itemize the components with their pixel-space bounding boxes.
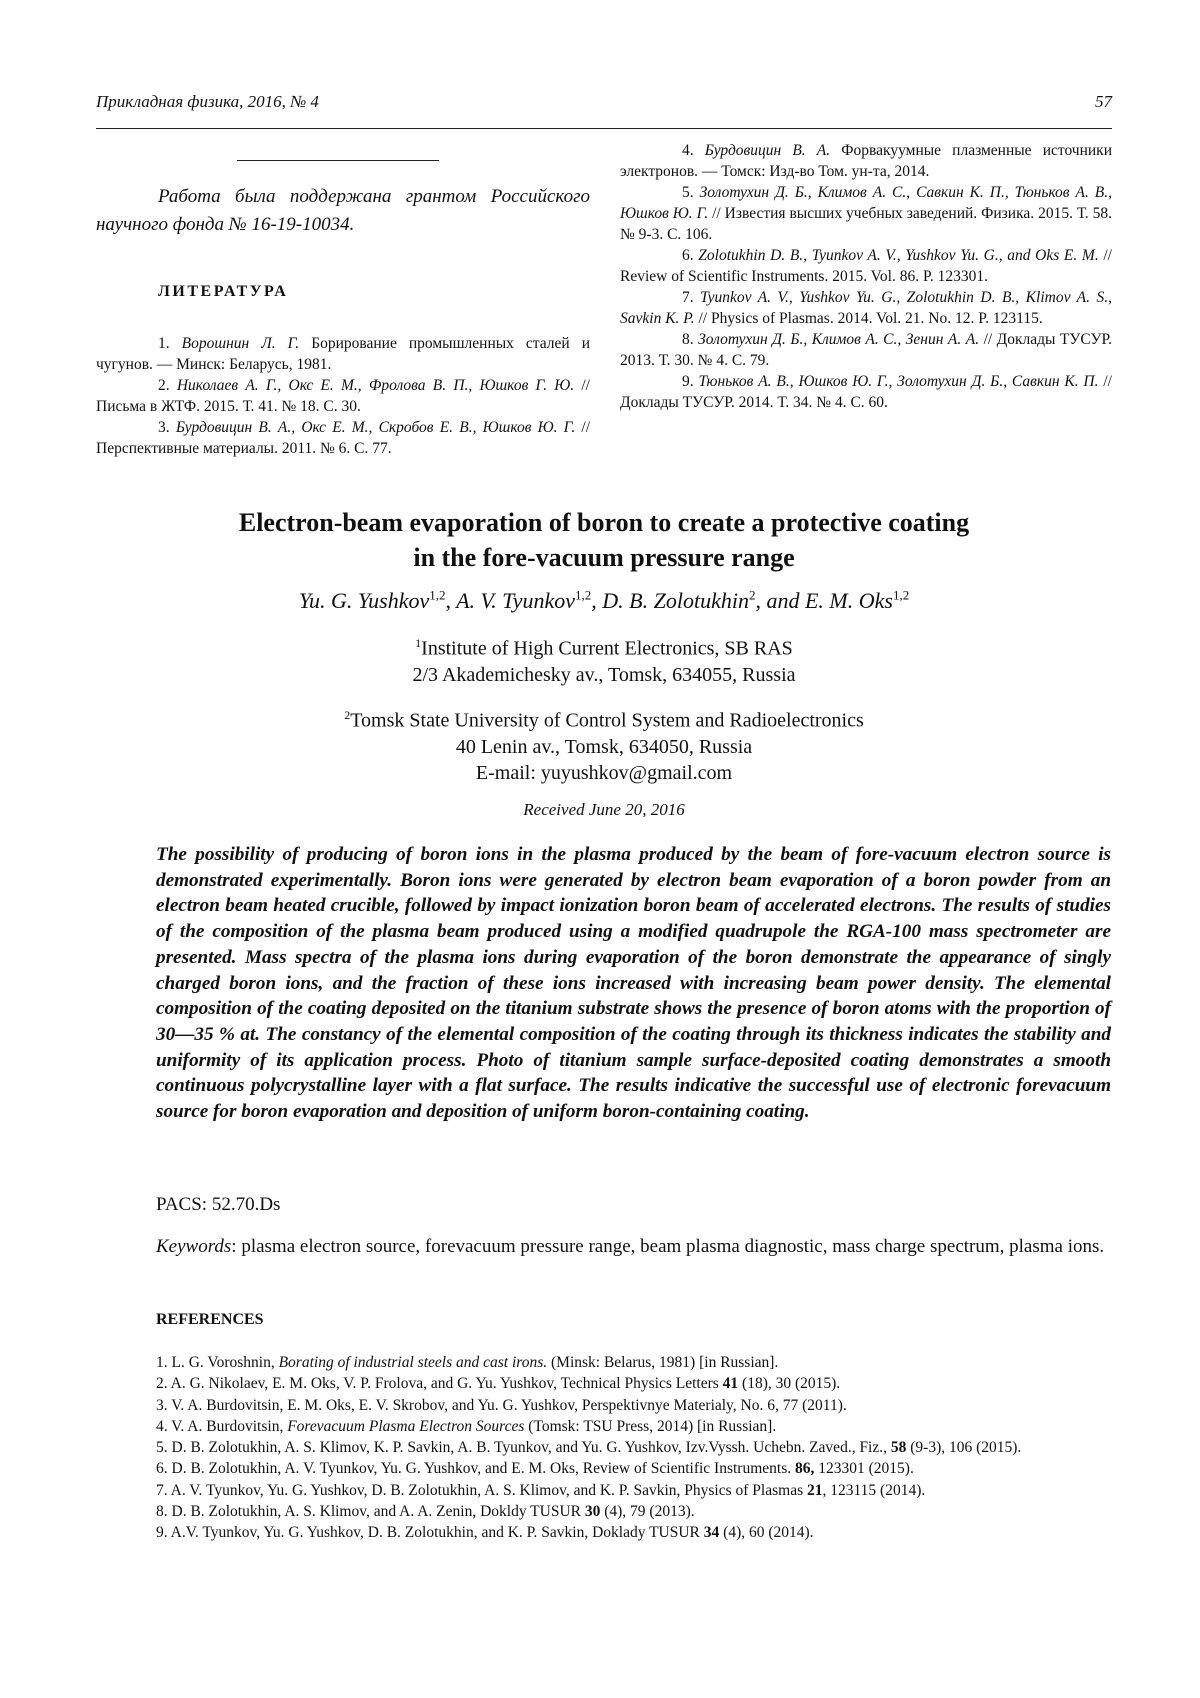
right-column xyxy=(620,140,1112,413)
reference-item: 7. Tyunkov A. V., Yushkov Yu. G., Zolotukhin D. B., Klimov A. S., Savkin K. P. // Physics of Plasmas. 2014. Vol. 21. No. 12. P. 123115. xyxy=(620,289,1112,327)
reference-item: 9. A.V. Tyunkov, Yu. G. Yushkov, D. B. Zolotukhin, and K. P. Savkin, Doklady TUSUR 34 (4), 60 (2014). xyxy=(156,1524,814,1542)
reference-item: 5. D. B. Zolotukhin, A. S. Klimov, K. P. Savkin, A. B. Tyunkov, and Yu. G. Yushkov, Izv.Vyssh. Uchebn. Zaved., Fiz., 58 (9-3), 106 (2015). xyxy=(156,1439,1022,1457)
reference-item: 2. A. G. Nikolaev, E. M. Oks, V. P. Frolova, and G. Yu. Yushkov, Technical Physics Letters 41 (18), 30 (2015). xyxy=(156,1375,841,1393)
reference-item: 4. Бурдовицин В. А. Форвакуумные плазменные источники электронов. — Томск: Изд-во Том. ун-та, 2014. xyxy=(620,142,1112,180)
references-heading: REFERENCES xyxy=(156,1311,264,1328)
header-rule xyxy=(96,128,1112,129)
reference-item: 7. A. V. Tyunkov, Yu. G. Yushkov, D. B. Zolotukhin, A. S. Klimov, and K. P. Savkin, Physics of Plasmas 21, 123115 (2014). xyxy=(156,1481,926,1499)
keywords: Keywords: plasma electron source, forevacuum pressure range, beam plasma diagnostic, mass charge spectrum, plasma ions. xyxy=(156,1236,1105,1257)
abstract: The possibility of producing of boron ions in the plasma produced by the beam of fore-vacuum electron source is demonstrated experimentally. Boron ions were generated by electron beam evaporation of a boron powder from an electron beam heated crucible, followed by impact ionization boron beam of accelerated electrons. The results of studies of the composition of the plasma beam produced using a modified quadrupole the RGA-100 mass spectrometer are presented. Mass spectra of the plasma ions during evaporation of the boron demonstrate the appearance of singly charged boron ions, and the fraction of these ions increased with increasing beam power density. The elemental composition of the coating deposited on the titanium substrate shows the presence of boron atoms with the proportion of 30—35 % at. The constancy of the elemental composition of the coating through its thickness indicates the stability and uniformity of its application process. Photo of titanium sample surface-deposited coating demonstrates a smooth continuous polycrystalline layer with a flat surface. The results indicative the successful use of electronic forevacuum source for boron evaporation and deposition of uniform boron-containing coating. xyxy=(156,844,1111,1123)
reference-item: 3. V. A. Burdovitsin, E. M. Oks, E. V. Skrobov, and Yu. G. Yushkov, Perspektivnye Materialy, No. 6, 77 (2011). xyxy=(156,1396,847,1414)
reference-item: 8. D. B. Zolotukhin, A. S. Klimov, and A. A. Zenin, Dokldy TUSUR 30 (4), 79 (2013). xyxy=(156,1503,695,1521)
grant-note: Работа была поддержана грантом Российского научного фонда № 16-19-10034. xyxy=(96,186,590,235)
author: Yu. G. Yushkov$^{1,2}$, xyxy=(298,588,457,614)
literature-heading: ЛИТЕРАТУРА xyxy=(158,283,289,300)
author-email: E-mail: yuyushkov@gmail.com xyxy=(475,761,733,784)
running-head xyxy=(96,92,1112,112)
affiliation-2: $^2$Tomsk State University of Control System and Radioelectronics 40 Lenin av., Tomsk, 634050, Russia E-mail: yuyushkov@gmail.com xyxy=(96,702,1112,786)
author: A. V. Tyunkov$^{1,2}$, xyxy=(456,588,603,614)
page-number: 57 xyxy=(1095,92,1112,111)
author-list xyxy=(96,588,1112,614)
reference-item: 3. Бурдовицин В. А., Окс Е. М., Скробов Е. В., Юшков Ю. Г. // Перспективные материалы. 2011. № 6. С. 77. xyxy=(96,419,591,457)
english-reference-list xyxy=(156,1352,1111,1544)
footnote-rule xyxy=(237,160,439,161)
reference-item: 5. Золотухин Д. Б., Климов А. С., Савкин К. П., Тюньков А. В., Юшков Ю. Г. // Известия высших учебных заведений. Физика. 2015. Т. 58. № 9-3. С. 106. xyxy=(620,184,1112,243)
russian-reference-list-left xyxy=(96,333,590,459)
author: D. B. Zolotukhin$^2$, and xyxy=(602,588,805,614)
author: E. M. Oks$^{1,2}$ xyxy=(804,588,910,614)
reference-item: 6. Zolotukhin D. B., Tyunkov A. V., Yushkov Yu. G., and Oks E. M. // Review of Scientific Instruments. 2015. Vol. 86. P. 123301. xyxy=(620,247,1112,285)
article-title: Electron-beam evaporation of boron to create a protective coating in the fore-vacuum pressure range xyxy=(238,508,970,572)
left-column xyxy=(96,140,590,459)
affiliation-1: $^1$Institute of High Current Electronics, SB RAS 2/3 Akademichesky av., Tomsk, 634055, Russia xyxy=(412,636,796,686)
reference-item: 6. D. B. Zolotukhin, A. V. Tyunkov, Yu. G. Yushkov, and E. M. Oks, Review of Scientific Instruments. 86, 123301 (2015). xyxy=(156,1460,914,1478)
russian-reference-list-right xyxy=(620,140,1112,413)
reference-item: 2. Николаев А. Г., Окс Е. М., Фролова В. П., Юшков Г. Ю. // Письма в ЖТФ. 2015. Т. 41. № 18. С. 30. xyxy=(96,377,590,415)
pacs-code: PACS: 52.70.Ds xyxy=(156,1194,281,1215)
journal-name: Прикладная физика, 2016, № 4 xyxy=(96,92,319,111)
reference-item: 1. Ворошнин Л. Г. Борирование промышленных сталей и чугунов. — Минск: Беларусь, 1981. xyxy=(96,335,591,373)
reference-item: 1. L. G. Voroshnin, Borating of industrial steels and cast irons. (Minsk: Belarus, 1981) [in Russian]. xyxy=(156,1354,779,1371)
reference-item: 8. Золотухин Д. Б., Климов А. С., Зенин А. А. // Доклады ТУСУР. 2013. Т. 30. № 4. С. 79. xyxy=(620,331,1113,369)
reference-item: 4. V. A. Burdovitsin, Forevacuum Plasma Electron Sources (Tomsk: TSU Press, 2014) [in Russian]. xyxy=(156,1417,777,1435)
reference-item: 9. Тюньков А. В., Юшков Ю. Г., Золотухин Д. Б., Савкин К. П. // Доклады ТУСУР. 2014. Т. 34. № 4. С. 60. xyxy=(620,373,1112,411)
received-date: Received June 20, 2016 xyxy=(523,800,685,819)
